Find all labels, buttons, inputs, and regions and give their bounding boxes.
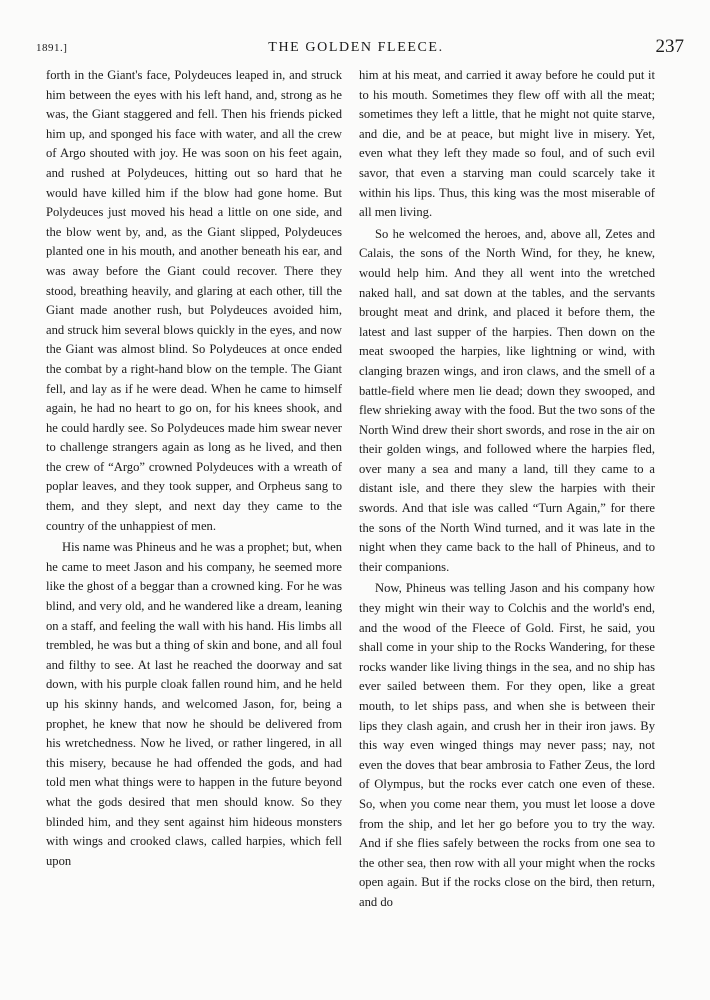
paragraph-right-2: So he welcomed the heroes, and, above all, Zetes and Calais, the sons of the North Wind, for they, he knew, would help him. And they all went into the wretched naked hall, and sat down at the tables, and the servants brought meat and drink, and placed it before them, the latest and last supper of the harpies. Then down on the meat swooped the harpies, like lightning or wind, with clanging brazen wings, and iron claws, and the smell of a battle-field where men lie dead; down they swooped, and flew shrieking away with the food. But the two sons of the North Wind drew their short swords, and rose in the air on their golden wings, and followed where the harpies fled, over many a sea and many a land, till they came to a distant isle, and there they slew the harpies with their swords. And that isle was called “Turn Again,” for there the sons of the North Wind turned, and it was late in the night when they came back to the hall of Phineus, and to their companions. [359,226,655,574]
running-header [28,36,684,60]
left-column [46,66,342,871]
paragraph-right-3: Now, Phineus was telling Jason and his company how they might win their way to Colchis and the world's end, and the wood of the Fleece of Gold. First, he said, you shall come in your ship to the Rocks Wandering, for these rocks wander like living things in the sea, and no ship has ever sailed between them. For they open, like a great mouth, to let ships pass, and when she is between their lips they clash again, and crush her in their iron jaws. By this way even winged things may never pass; nay, not even the doves that bear ambrosia to Father Zeus, the lord of Olympus, but the rocks ever catch one even of these. So, when you come near them, you must let loose a dove from the ship, and let her go before you to try the way. And if she flies safely between the rocks from one sea to the other sea, then row with all your might when the rocks open again. But if the rocks close on the bird, then return, and do [359,581,655,909]
paragraph-right-1: him at his meat, and carried it away before he could put it to his mouth. Sometimes they flew off with all the meat; sometimes they left a little, that he might not quite starve, and die, and be at peace, but might live in misery. Yet, even what they left they made so foul, and of such evil savor, that even a starving man could scarcely take it within his lips. Thus, this king was the most miserable of all men living. [359,68,655,220]
header-date: 1891.] [36,42,68,54]
page-number: 237 [655,36,684,57]
paragraph-left-2: His name was Phineus and he was a prophet; but, when he came to meet Jason and his company, he seemed more like the ghost of a beggar than a crowned king. For he was blind, and very old, and he wandered like a dream, leaning on a staff, and feeling the wall with his hand. His limbs all trembled, he was but a thing of skin and bone, and all foul and filthy to see. At last he reached the doorway and sat down, with his purple cloak fallen round him, and he held up his skinny hands, and welcomed Jason, for, being a prophet, he knew that now he should be delivered from his wretchedness. Now he lived, or rather lingered, in all this misery, because he had offended the gods, and had told men what things were to happen in the future beyond what the gods desired that men should know. So they blinded him, and they sent against him hideous monsters with wings and crooked claws, called harpies, which fell upon [46,540,342,868]
header-title: THE GOLDEN FLEECE. [268,40,444,55]
paragraph-left-1: forth in the Giant's face, Polydeuces leaped in, and struck him between the eyes with his left hand, and, strong as he was, the Giant staggered and fell. Then his friends picked him up, and sponged his face with water, and all the crew of Argo shouted with joy. He was soon on his feet again, and rushed at Polydeuces, hitting out so hard that he would have killed him if the blow had gone home. But Polydeuces just moved his head a little on one side, and the blow went by, and, as the Giant slipped, Polydeuces planted one in his mouth, and another beneath his ear, and was away before the Giant could recover. There they stood, breathing heavily, and glaring at each other, till the Giant made another rush, but Polydeuces avoided him, and struck him several blows quickly in the eyes, and now the Giant was almost blind. So Polydeuces at once ended the combat by a right-hand blow on the temple. The Giant fell, and lay as if he were dead. When he came to himself again, he had no heart to go on, for his knees shook, and he could hardly see. So Polydeuces made him swear never to challenge strangers again as long as he lived, and then the crew of “Argo” crowned Polydeuces with a wreath of poplar leaves, and they took supper, and Orpheus sang to them, and they slept, and next day they came to the country of the unhappiest of men. [46,68,342,533]
right-column [359,66,655,913]
